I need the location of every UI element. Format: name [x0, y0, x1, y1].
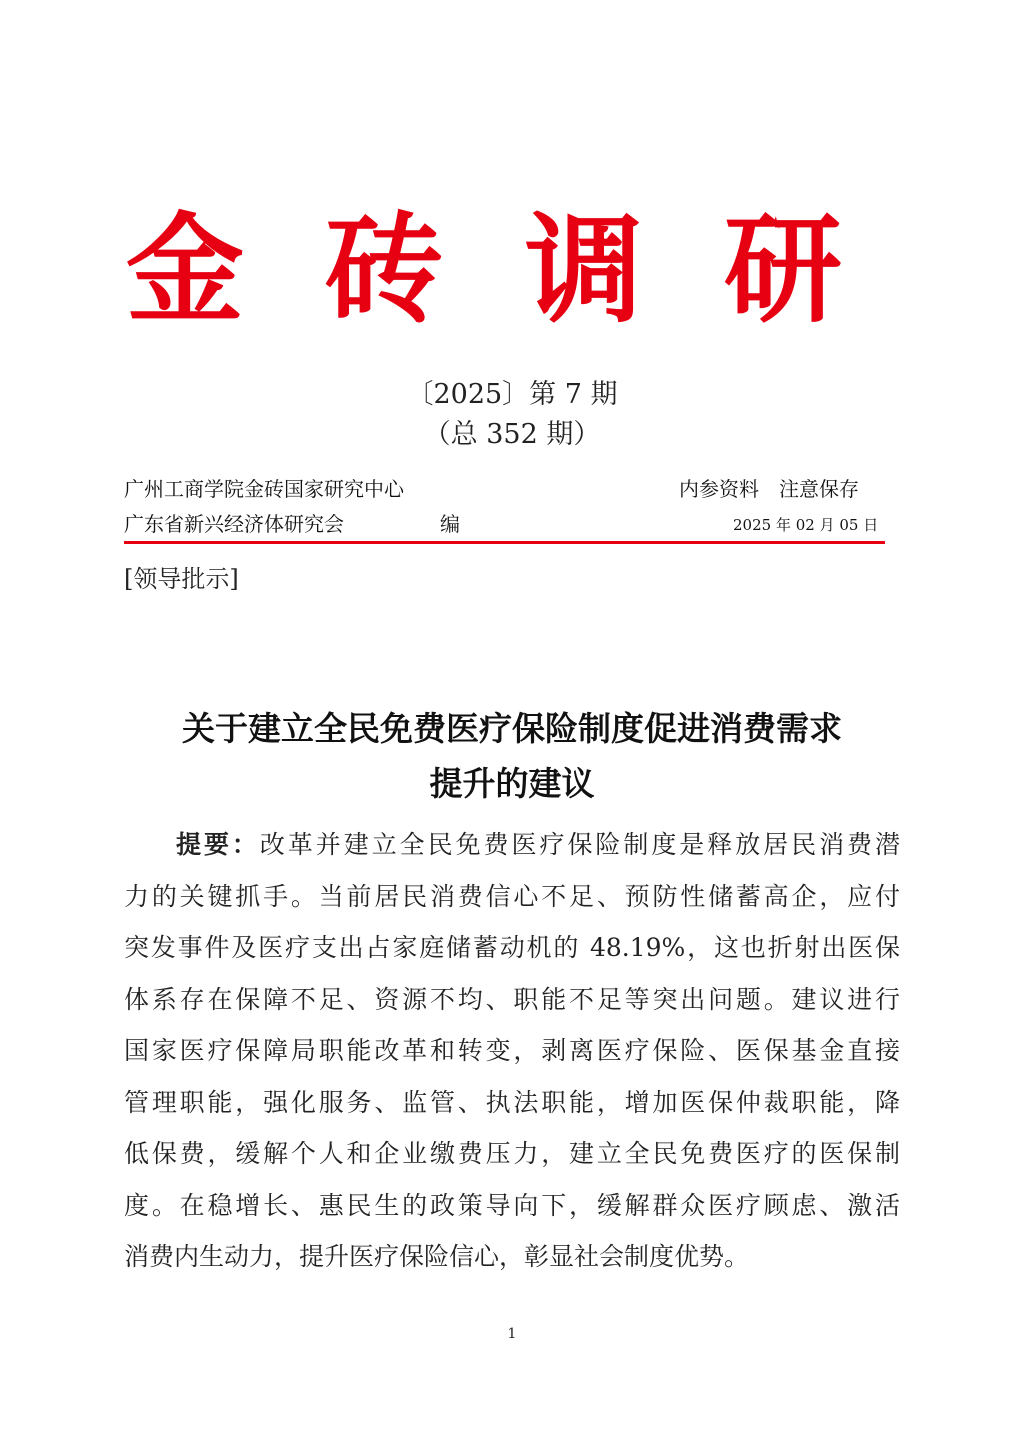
leader-instructions-label: [领导批示]: [124, 565, 239, 593]
header-divider: [124, 541, 885, 544]
page-number: 1: [507, 1326, 517, 1342]
publisher-line-2: 广东省新兴经济体研究会: [124, 512, 344, 536]
issue-number: 〔2025〕第 7 期: [406, 379, 618, 410]
abstract-line: 管理职能，强化服务、监管、执法职能，增加医保仲裁职能，降: [124, 1087, 900, 1117]
masthead-char-3: 调: [525, 201, 644, 339]
publisher-line-1: 广州工商学院金砖国家研究中心: [124, 477, 404, 501]
abstract-line: 低保费，缓解个人和企业缴费压力，建立全民免费医疗的医保制: [124, 1139, 900, 1168]
masthead-char-2: 砖: [325, 201, 444, 339]
abstract-line: 体系存在保障不足、资源不均、职能不足等突出问题。建议进行: [124, 984, 900, 1014]
masthead: [0, 201, 1024, 339]
masthead-char-4: 研: [724, 201, 843, 339]
issue-total: （总 352 期）: [423, 419, 601, 450]
abstract-line: 度。在稳增长、惠民生的政策导向下，缓解群众医疗顾虑、激活: [124, 1190, 900, 1220]
article-title-line-1: 关于建立全民免费医疗保险制度促进消费需求: [182, 709, 842, 748]
abstract-line: 突发事件及医疗支出占家庭储蓄动机的 48.19%，这也折射出医保: [124, 933, 900, 962]
abstract-line: 国家医疗保障局职能改革和转变，剥离医疗保险、医保基金直接: [124, 1036, 900, 1065]
abstract-line: 力的关键抓手。当前居民消费信心不足、预防性储蓄高企，应付: [124, 881, 900, 911]
abstract-label: 提要：: [176, 830, 260, 859]
abstract-text: 改革并建立全民免费医疗保险制度是释放居民消费潜: [259, 830, 900, 859]
publish-date: 2025 年 02 月 05 日: [733, 516, 879, 534]
article-title-line-2: 提升的建议: [429, 764, 595, 803]
classification-label: 内参资料 注意保存: [679, 477, 859, 501]
abstract-line: [124, 819, 900, 871]
abstract-line: 消费内生动力，提升医疗保险信心，彰显社会制度优势。: [124, 1242, 750, 1271]
edit-mark: 编: [440, 512, 460, 536]
abstract: [124, 819, 900, 1283]
masthead-char-1: 金: [126, 201, 245, 339]
